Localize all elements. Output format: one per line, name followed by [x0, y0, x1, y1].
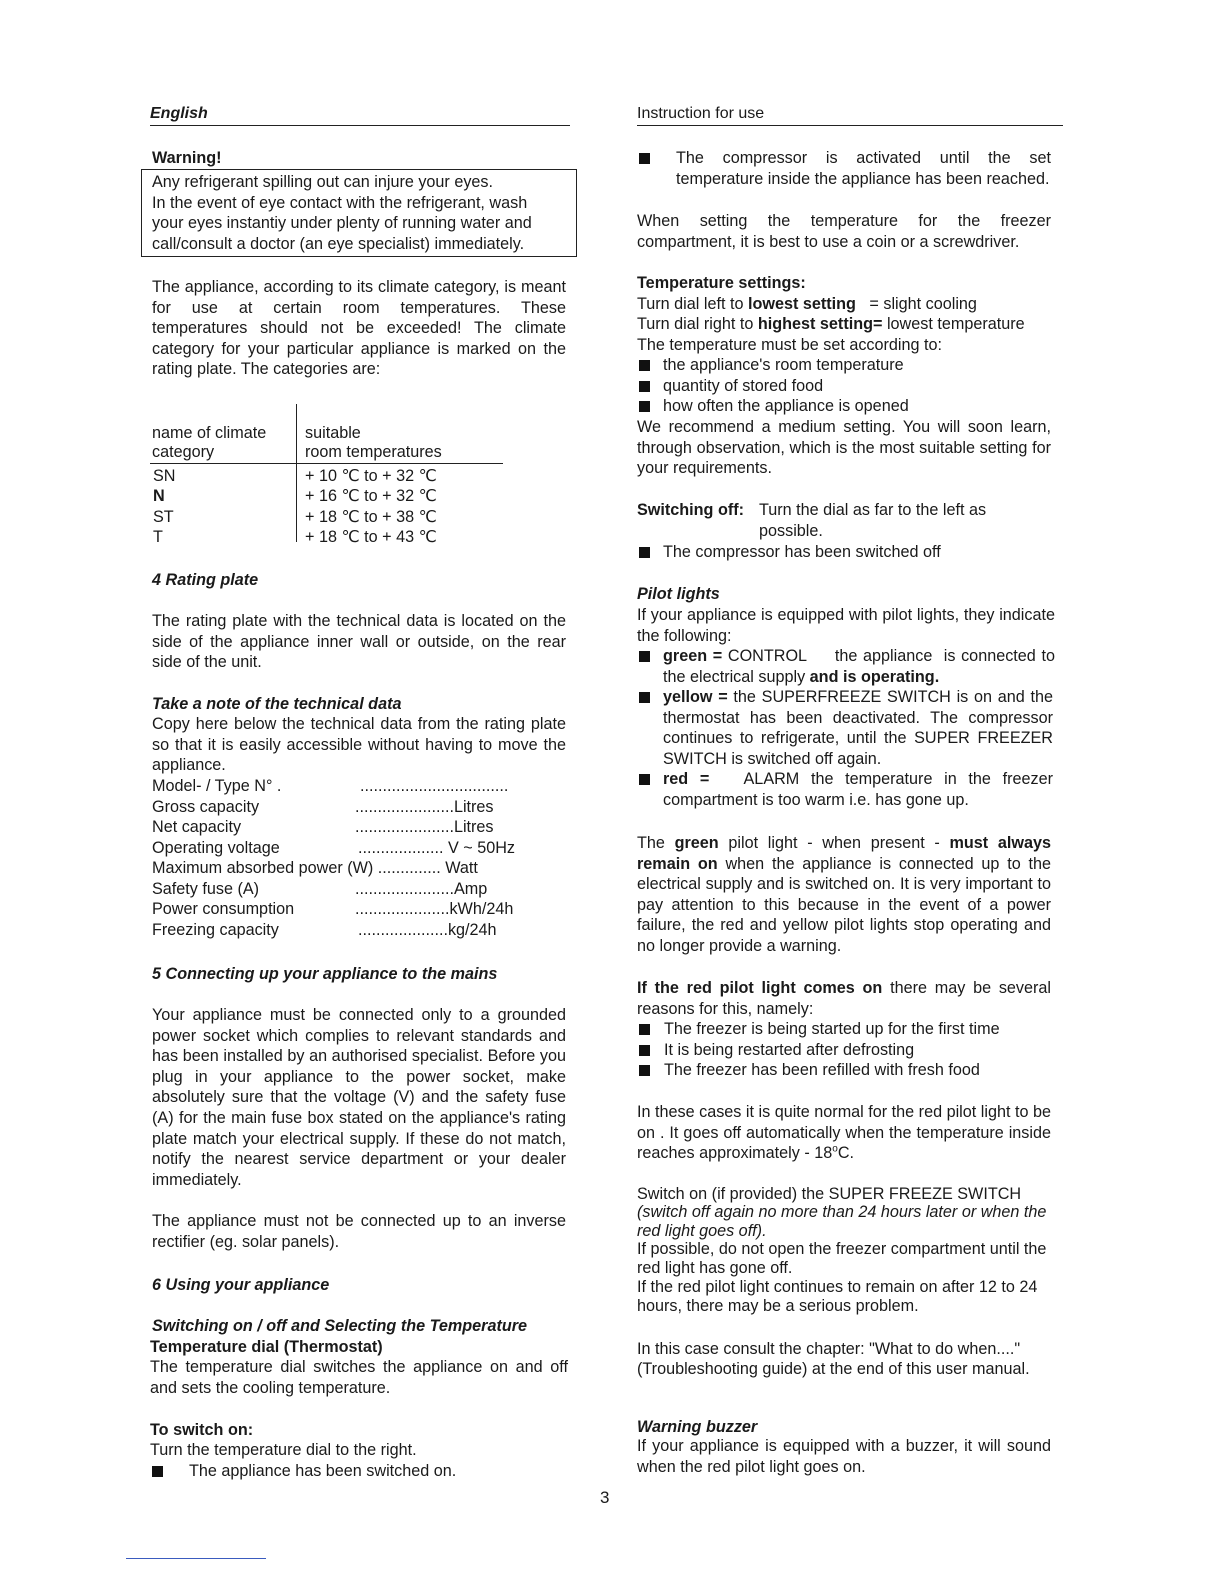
- dial-text: The temperature dial switches the appliance on and off and sets the cooling temperature.: [150, 1358, 568, 1397]
- turn-left-suffix: = slight cooling: [855, 295, 977, 313]
- serious-text: If the red pilot light continues to remain on after 12 to 24 hours, there may be a serious problem.: [637, 1278, 1038, 1315]
- table-header-rule: [150, 463, 503, 464]
- green-label: green =: [663, 647, 723, 665]
- normal-paragraph: [637, 1102, 1051, 1164]
- yellow-text: the SUPERFREEZE SWITCH is on and the thermostat has been deactivated. The compressor continues to refrigerate, until the SUPER FREEZER SWITCH is switched off again.: [663, 688, 1053, 768]
- using-title: 6 Using your appliance: [152, 1276, 330, 1294]
- switching-off-label: Switching off:: [637, 501, 744, 519]
- bullet-square-icon: [639, 1045, 650, 1056]
- pilot-green-text: [663, 646, 1060, 687]
- header-title: Instruction for use: [637, 105, 765, 122]
- bullet-text: The compressor has been switched off: [663, 543, 941, 561]
- switch-on-text: Turn the temperature dial to the right.: [150, 1441, 417, 1459]
- col2-header-line: room temperatures: [305, 443, 442, 461]
- mains-paragraph-2: The appliance must not be connected up to an inverse rectifier (eg. solar panels).: [152, 1212, 566, 1251]
- warning-box: [141, 169, 577, 257]
- bullet-text: the appliance's room temperature: [663, 356, 904, 374]
- tech-row: [152, 899, 514, 920]
- green-bold: and is operating.: [809, 667, 940, 686]
- green-paragraph: [637, 833, 1051, 957]
- pilot-title: Pilot lights: [637, 585, 720, 603]
- tech-label: Operating voltage: [152, 839, 280, 857]
- col1-header-line: category: [152, 443, 215, 461]
- turn-right-line: [637, 314, 1025, 335]
- must-set-text: The temperature must be set according to:: [637, 336, 943, 354]
- header-right: [637, 104, 1063, 126]
- lowest-setting: lowest setting: [747, 295, 856, 313]
- red-text: ALARM the temperature in the freezer compartment is too warm i.e. has gone up.: [663, 770, 1058, 809]
- temperature-range: + 18 ℃ to + 43 ℃: [305, 528, 437, 546]
- red-p-bold: If the red pilot light comes on: [637, 979, 883, 997]
- warning-line: In the event of eye contact with the refrigerant, wash: [152, 194, 528, 212]
- dial-title: Temperature dial (Thermostat): [150, 1338, 383, 1356]
- tech-row: [152, 817, 494, 838]
- bullet-text: It is being restarted after defrosting: [664, 1041, 915, 1059]
- rating-plate-text: The rating plate with the technical data is located on the side of the appliance inner wall or outside, on the rear side of the unit.: [152, 612, 566, 672]
- bullet-square-icon: [639, 360, 650, 371]
- turn-left-prefix: Turn dial left to: [637, 295, 748, 313]
- category-name: N: [153, 487, 165, 505]
- bullet-text: The freezer has been refilled with fresh food: [664, 1061, 980, 1079]
- col2-header-line: suitable: [305, 424, 361, 442]
- coin-text: When setting the temperature for the freezer compartment, it is best to use a coin or a screwdriver.: [637, 212, 1051, 251]
- table-vertical-rule: [296, 404, 297, 542]
- green-p-bold: green: [674, 834, 719, 852]
- tech-label: Freezing capacity: [152, 921, 279, 939]
- warning-line: call/consult a doctor (an eye specialist) immediately.: [152, 235, 525, 253]
- bullet-square-icon: [639, 774, 650, 785]
- mains-title: 5 Connecting up your appliance to the mains: [152, 965, 498, 983]
- red-p-text: there may be several reasons for this, namely:: [637, 979, 1052, 1018]
- pilot-intro: If your appliance is equipped with pilot lights, they indicate the following:: [637, 606, 1055, 645]
- turn-right-prefix: Turn dial right to: [637, 315, 758, 333]
- header-language: English: [150, 105, 208, 122]
- bullet-square-icon: [639, 401, 650, 412]
- tech-label: Model- / Type N° .: [152, 777, 282, 795]
- bullet-text: how often the appliance is opened: [663, 397, 909, 415]
- mains-paragraph-1: Your appliance must be connected only to a grounded power socket which complies to relevant standards and has been installed by an authorised specialist. Before you plug in your appliance to the power socket, make absolutely sure that the voltage (V) and the safety fuse (A) for the main fuse box stated on the appliance's rating plate match your electrical supply. If these do not match, notify the nearest service department or your dealer immediately.: [152, 1006, 566, 1189]
- tech-data-text: Copy here below the technical data from the rating plate so that it is easily accessible without having to move the appliance.: [152, 715, 566, 775]
- category-name: SN: [153, 467, 176, 485]
- buzzer-title: Warning buzzer: [637, 1418, 758, 1436]
- superfreeze-text: Switch on (if provided) the SUPER FREEZE SWITCH: [637, 1185, 1022, 1203]
- switching-off-text: possible.: [759, 522, 823, 540]
- tech-label: Gross capacity: [152, 798, 260, 816]
- tech-row: [152, 920, 497, 941]
- temperature-range: + 10 ℃ to + 32 ℃: [305, 467, 437, 485]
- rating-plate-title: 4 Rating plate: [152, 571, 259, 589]
- footer-rule: [126, 1558, 266, 1559]
- bullet-square-icon: [639, 651, 650, 662]
- tech-row: [152, 797, 494, 818]
- bullet-text: quantity of stored food: [663, 377, 824, 395]
- green-p-post: when the appliance is connected up to the electrical supply and is switched on. It is very important to pay attention to this because in the event of a power failure, the red and yellow pilot lights stop operating and no longer provide a warning.: [637, 854, 1051, 955]
- tech-row: [152, 858, 478, 879]
- bullet-square-icon: [639, 692, 650, 703]
- temperature-range: + 16 ℃ to + 32 ℃: [305, 487, 437, 505]
- warning-line: your eyes instantiy under plenty of running water and: [152, 214, 532, 232]
- tech-row: [152, 776, 509, 797]
- temp-settings-title: Temperature settings:: [637, 274, 806, 292]
- tech-label: Safety fuse (A): [152, 880, 260, 898]
- bullet-text: The compressor is activated until the set temperature inside the appliance has been reached.: [676, 149, 1051, 188]
- pilot-red-text: [663, 769, 1058, 810]
- green-p-bold: must always remain on: [637, 834, 1051, 873]
- tech-data-title: Take a note of the technical data: [152, 695, 402, 713]
- tech-value: .....................kWh/24h: [355, 900, 514, 918]
- bullet-square-icon: [152, 1466, 163, 1477]
- bullet-square-icon: [639, 1065, 650, 1076]
- open-text: If possible, do not open the freezer compartment until the red light has gone off.: [637, 1240, 1047, 1277]
- col1-header: [152, 424, 266, 462]
- switching-title: Switching on / off and Selecting the Temperature: [152, 1317, 528, 1335]
- warning-title: Warning!: [152, 149, 222, 167]
- green-p-mid: pilot light - when present -: [718, 834, 950, 852]
- bullet-square-icon: [639, 547, 650, 558]
- tech-label: Net capacity: [152, 818, 242, 836]
- red-label: red =: [663, 770, 710, 788]
- bullet-square-icon: [639, 381, 650, 392]
- switch-on-title: To switch on:: [150, 1421, 254, 1439]
- header-left: [150, 104, 570, 126]
- degree-sup: o: [832, 1143, 838, 1155]
- category-name: T: [153, 528, 163, 546]
- bullet-square-icon: [639, 1024, 650, 1035]
- tech-label: Maximum absorbed power (W) .............. Watt: [152, 859, 478, 877]
- tech-value: .................................: [360, 777, 509, 795]
- buzzer-text: If your appliance is equipped with a buzzer, it will sound when the red pilot light goes on.: [637, 1437, 1051, 1476]
- consult-text: In this case consult the chapter: "What to do when...." (Troubleshooting guide) at the end of this user manual.: [637, 1340, 1030, 1378]
- tech-label: Power consumption: [152, 900, 295, 918]
- col1-header-line: name of climate: [152, 424, 267, 442]
- normal-pre: In these cases it is quite normal for the red pilot light to be on . It goes off automatically when the temperature inside reaches approximately - 18: [637, 1103, 1051, 1163]
- normal-post: C.: [837, 1144, 854, 1163]
- climate-intro: The appliance, according to its climate category, is meant for use at certain room temperatures. These temperatures should not be exceeded! The climate category for your particular appliance is marked on the rating plate. The categories are:: [152, 278, 566, 379]
- tech-row: [152, 838, 515, 859]
- tech-row: [152, 879, 488, 900]
- tech-value: ......................Litres: [355, 818, 494, 836]
- tech-value: ......................Amp: [355, 880, 488, 898]
- turn-left-line: [637, 294, 977, 315]
- climate-table: [150, 404, 510, 549]
- yellow-label: yellow =: [663, 688, 728, 706]
- warning-line: Any refrigerant spilling out can injure your eyes.: [152, 173, 494, 191]
- superfreeze-italic: (switch off again no more than 24 hours later or when the red light goes off).: [637, 1203, 1047, 1240]
- col2-header: [305, 424, 442, 462]
- category-name: ST: [153, 508, 174, 526]
- temperature-range: + 18 ℃ to + 38 ℃: [305, 508, 437, 526]
- pilot-yellow-text: [663, 687, 1053, 769]
- green-p-pre: The: [637, 834, 675, 852]
- highest-setting: highest setting=: [757, 315, 883, 333]
- tech-value: ................... V ~ 50Hz: [358, 839, 515, 857]
- green-text: CONTROL the appliance is connected to the electrical supply: [663, 647, 1060, 686]
- bullet-text: The appliance has been switched on.: [189, 1462, 457, 1480]
- red-paragraph: [637, 978, 1051, 1019]
- bullet-square-icon: [639, 153, 650, 164]
- page-number: 3: [600, 1488, 610, 1507]
- tech-value: ....................kg/24h: [358, 921, 497, 939]
- turn-right-suffix: lowest temperature: [882, 315, 1025, 333]
- bullet-text: The freezer is being started up for the first time: [664, 1020, 1000, 1038]
- recommend-text: We recommend a medium setting. You will soon learn, through observation, which is the most suitable setting for your requirements.: [637, 418, 1051, 478]
- switching-off-text: Turn the dial as far to the left as: [759, 501, 987, 519]
- tech-value: ......................Litres: [355, 798, 494, 816]
